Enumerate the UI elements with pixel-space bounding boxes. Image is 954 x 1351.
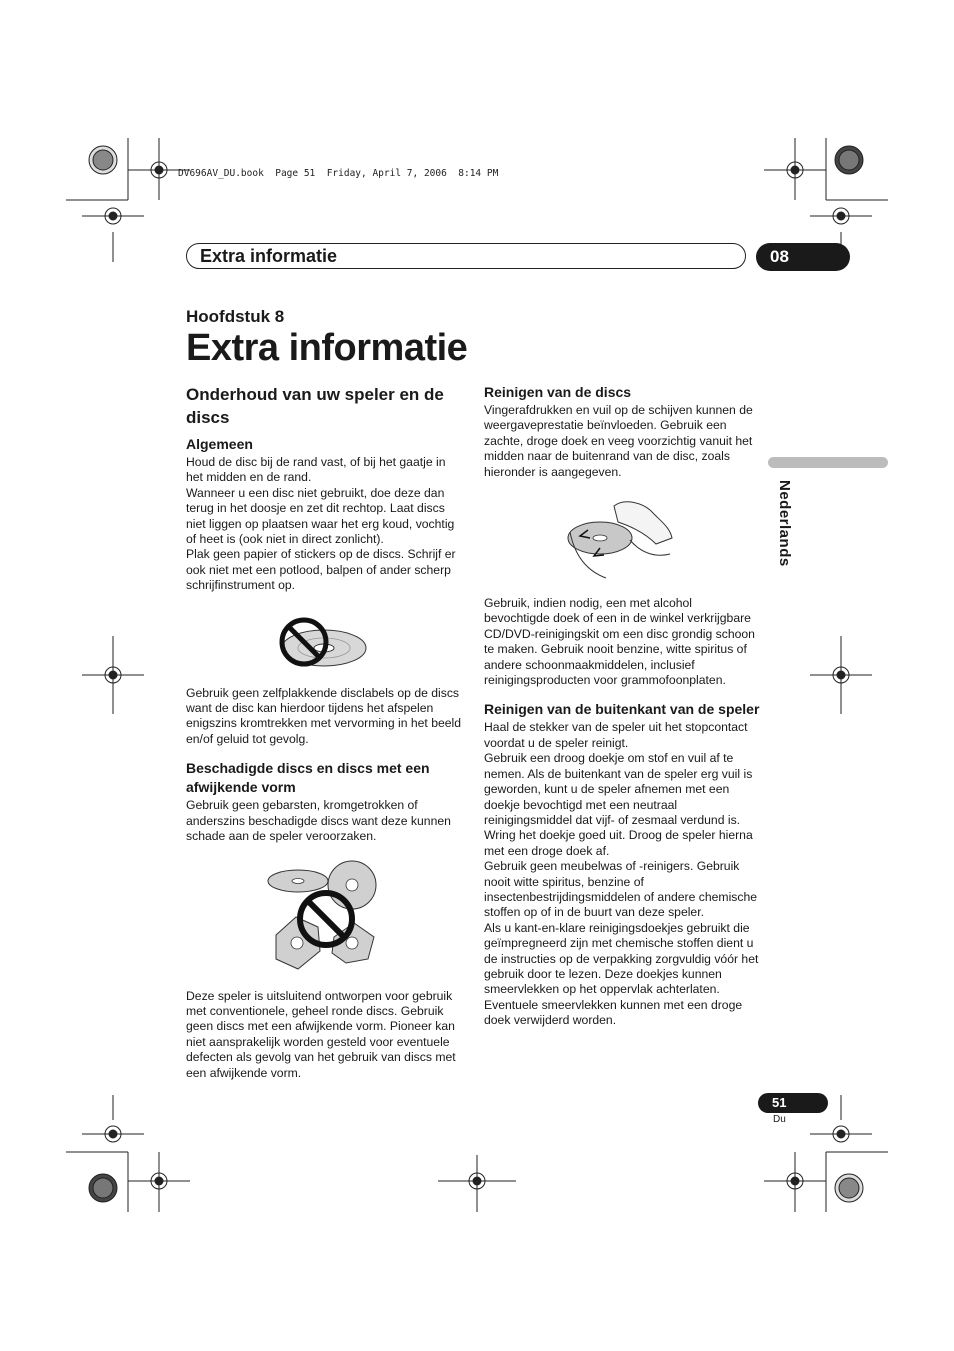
- chapter-number-badge: 08: [756, 243, 850, 271]
- general-paragraph-2: Wanneer u een disc niet gebruikt, doe deze dan terug in het doosje en zet dit rechtop. Laat discs niet liggen op plaatsen waar het erg koud, vochtig of heet is (ook niet in direct zonlicht).: [186, 485, 455, 547]
- right-column: [484, 383, 760, 1029]
- no-sticker-disc-icon: [186, 602, 462, 682]
- cleaning-player-paragraph-4: Als u kant-en-klare reinigingsdoekjes gebruikt die geïmpregneerd zijn met chemische stoffen dient u de instructies op de verpakking zorgvuldig vóór het gebruik door te lezen. Deze doekjes kunnen smeervlekken op het oppervlak achterlaten. Eventuele smeervlekken kunnen met een droge doek verwijderd worden.: [484, 920, 759, 1028]
- general-paragraph-3: Plak geen papier of stickers op de discs. Schrijf er ook niet met een potlood, balpen of ander scherp schrijfinstrument op.: [186, 547, 456, 593]
- cleaning-discs-paragraph-1: Vingerafdrukken en vuil op de schijven kunnen de weergaveprestatie beïnvloeden. Gebruik een zachte, droge doek en veeg voorzichtig vanuit het midden naar de buitenrand van de disc, zoals hieronder is aangegeven.: [484, 403, 753, 479]
- language-side-label: Nederlands: [776, 480, 793, 567]
- section-title-maintenance: Onderhoud van uw speler en de discs: [186, 385, 444, 427]
- left-column: [186, 383, 462, 1081]
- heading-cleaning-player: Reinigen van de buitenkant van de speler: [484, 701, 760, 718]
- damaged-paragraph-2: Deze speler is uitsluitend ontworpen voor gebruik met conventionele, geheel ronde discs. Gebruik geen discs met een afwijkende vorm. Pioneer kan niet aansprakelijk worden gesteld voor eventuele defecten als gevolg van het gebruik van discs met een afwijkende vorm.: [186, 988, 456, 1080]
- disc-cleaning-illustration: [484, 492, 760, 586]
- wiping-disc-hand-icon: [484, 492, 760, 586]
- page-title: Extra informatie: [186, 327, 468, 369]
- book-print-line: DV696AV_DU.book Page 51 Friday, April 7, 2006 8:14 PM: [178, 168, 499, 179]
- damaged-paragraph-1: Gebruik geen gebarsten, kromgetrokken of anderszins beschadigde discs want deze kunnen schade aan de speler veroorzaken.: [186, 798, 451, 844]
- no-damaged-disc-icon: [186, 855, 462, 981]
- no-stickers-illustration: [186, 602, 462, 682]
- general-paragraph-1: Houd de disc bij de rand vast, of bij het gaatje in het midden en de rand.: [186, 455, 446, 485]
- heading-cleaning-discs: Reinigen van de discs: [484, 384, 632, 400]
- heading-general: Algemeen: [186, 436, 253, 452]
- cleaning-player-paragraph-2: Gebruik een droog doekje om stof en vuil af te nemen. Als de buitenkant van de speler erg vuil is geworden, kunt u de speler afnemen met een doekje bevochtigd met een neutraal reinigingsmiddel dat vijf- of zesmaal verdund is. Wring het doekje goed uit. Droog de speler hierna met een droge doek af.: [484, 751, 753, 858]
- cleaning-player-paragraph-3: Gebruik geen meubelwas of -reinigers. Gebruik nooit witte spiritus, benzine of insectenbestrijdingsmiddelen of andere chemische stoffen op of in de buurt van deze speler.: [484, 859, 758, 920]
- heading-damaged-discs: Beschadigde discs en discs met een afwijkende vorm: [186, 760, 430, 796]
- chapter-label: Hoofdstuk 8: [186, 307, 285, 326]
- general-paragraph-4: Gebruik geen zelfplakkende disclabels op de discs want de disc kan hierdoor tijdens het afspelen enigszins kromtrekken met vervorming in het beeld en/of geluid tot gevolg.: [186, 685, 462, 746]
- cleaning-discs-paragraph-2: Gebruik, indien nodig, een met alcohol bevochtigde doek of een in de winkel verkrijgbare CD/DVD-reinigingskit om een disc grondig schoon te maken. Gebruik nooit benzine, witte spiritus of andere schoonmaakmiddelen, inclusief reinigingsproducten voor grammofoonplaten.: [484, 596, 755, 688]
- page-language-code: Du: [773, 1114, 786, 1125]
- damaged-discs-illustration: [186, 855, 462, 981]
- language-side-tab: [768, 457, 888, 468]
- running-header-title: Extra informatie: [200, 246, 338, 266]
- page-number-badge: 51: [758, 1093, 828, 1113]
- cleaning-player-paragraph-1: Haal de stekker van de speler uit het stopcontact voordat u de speler reinigt.: [484, 720, 748, 750]
